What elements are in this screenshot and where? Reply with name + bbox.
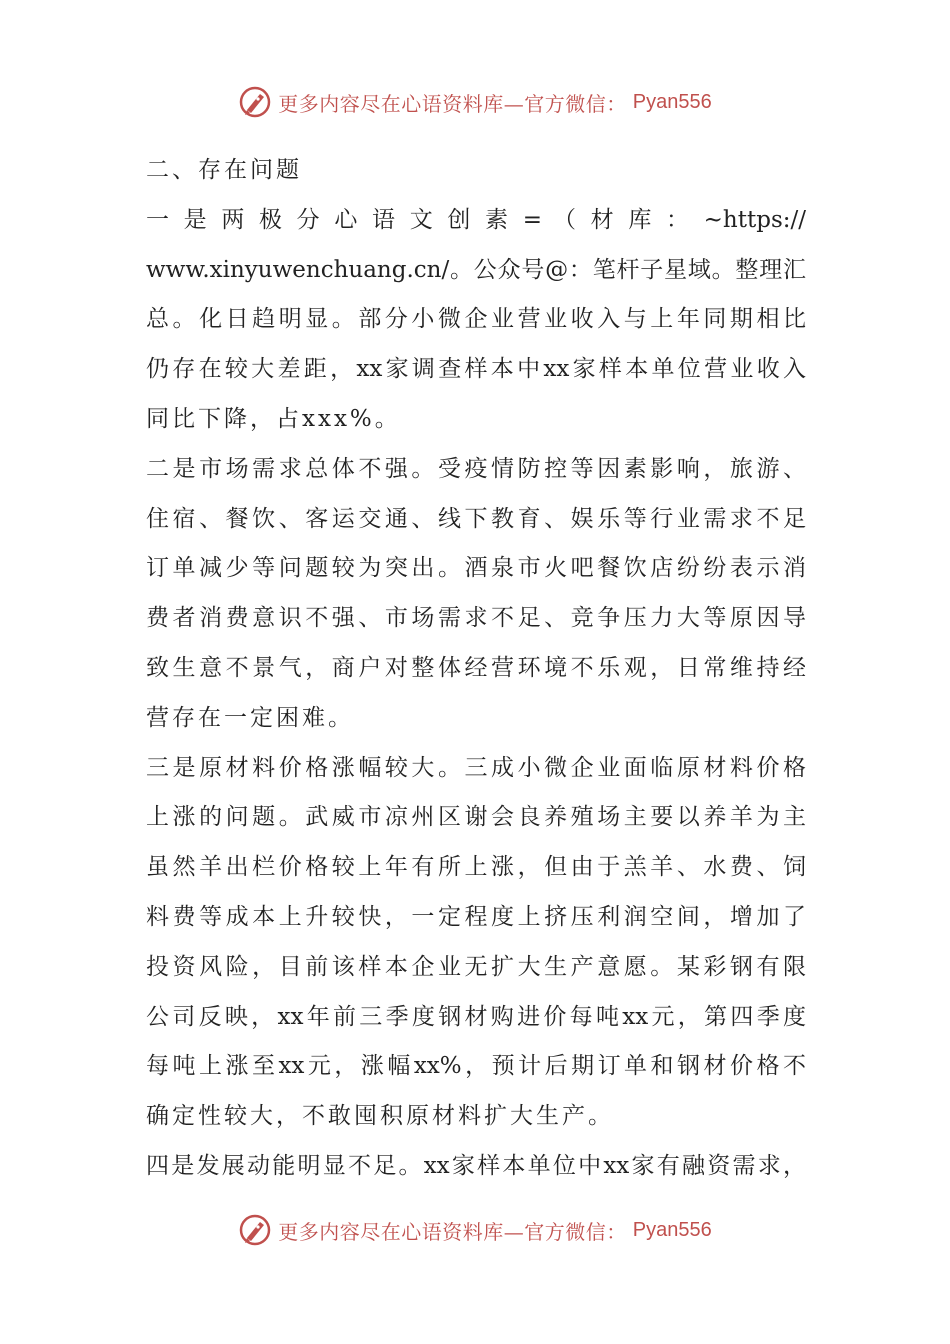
text-line: 费者消费意识不强、市场需求不足、竞争压力大等原因导 [146, 605, 806, 632]
text-line: 住宿、餐饮、客运交通、线下教育、娱乐等行业需求不足 [146, 505, 806, 532]
banner-text: 更多内容尽在心语资料库—官方微信： [278, 1219, 627, 1244]
text-line: 营存在一定困难。 [146, 704, 354, 731]
pen-nib-seal-icon [238, 1213, 272, 1247]
text-line: 四是发展动能明显不足。xx家样本单位中xx家有融资需求， [146, 1152, 806, 1179]
text-line: 料费等成本上升较快，一定程度上挤压利润空间，增加了 [146, 903, 806, 930]
footer-banner [0, 1210, 950, 1250]
banner-wechat-id: Pyan556 [632, 1218, 712, 1241]
header-banner [0, 82, 950, 122]
text-line: 虽然羊出栏价格较上年有所上涨，但由于羔羊、水费、饲 [146, 854, 806, 881]
text-line: 每吨上涨至xx元，涨幅xx%，预计后期订单和钢材价格不 [146, 1053, 806, 1080]
text-line: 二是市场需求总体不强。受疫情防控等因素影响，旅游、 [146, 455, 806, 482]
text-line: 订单减少等问题较为突出。酒泉市火吧餐饮店纷纷表示消 [146, 555, 806, 582]
text-line: 致生意不景气，商户对整体经营环境不乐观，日常维持经 [146, 654, 806, 681]
pen-nib-seal-icon [238, 85, 272, 119]
text-line: 总。化日趋明显。部分小微企业营业收入与上年同期相比 [146, 306, 806, 333]
section-heading: 二、存在问题 [146, 157, 302, 183]
text-line: 三是原材料价格涨幅较大。三成小微企业面临原材料价格 [146, 754, 806, 781]
text-line: www.xinyuwenchuang.cn/。公众号@：笔杆子星域。整理汇 [146, 256, 806, 283]
text-line: 仍存在较大差距，xx家调查样本中xx家样本单位营业收入 [146, 356, 806, 383]
document-body [146, 146, 806, 1192]
text-line: 一 是 两 极 分 心 语 文 创 素 = （ 材 库 ： ~https:// [146, 206, 806, 233]
text-line: 确定性较大，不敢囤积原材料扩大生产。 [146, 1103, 614, 1130]
banner-wechat-id: Pyan556 [632, 90, 712, 113]
text-line: 同比下降，占xxx%。 [146, 405, 401, 432]
text-line: 公司反映，xx年前三季度钢材购进价每吨xx元，第四季度 [146, 1003, 806, 1030]
text-line: 上涨的问题。武威市凉州区谢会良养殖场主要以养羊为主 [146, 804, 806, 831]
text-line: 投资风险，目前该样本企业无扩大生产意愿。某彩钢有限 [146, 953, 806, 980]
banner-text: 更多内容尽在心语资料库—官方微信： [278, 91, 627, 116]
